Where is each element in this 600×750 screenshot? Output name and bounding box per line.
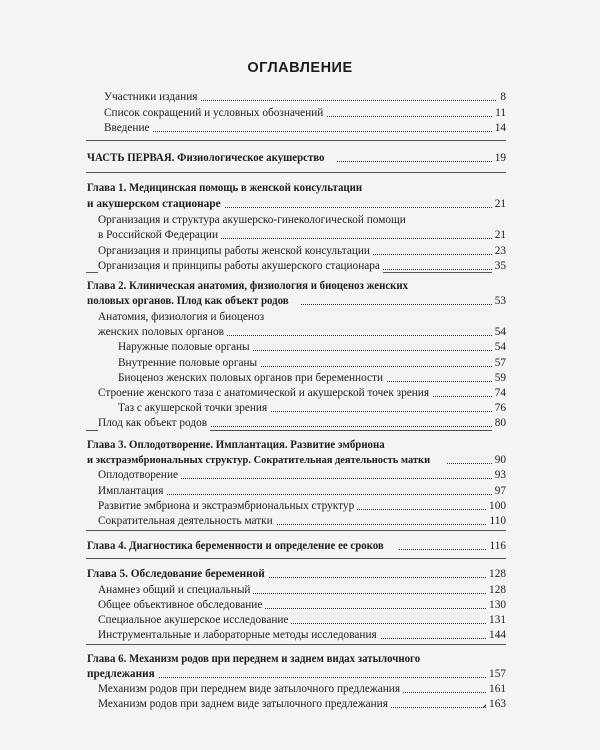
toc-entry-biocenosis[interactable]: Биоценоз женских половых органов при беременности 59 (118, 372, 506, 384)
divider (86, 644, 506, 645)
toc-entry-chapter-3[interactable]: и экстраэмбриональных структур. Сократительная деятельность матки 90 (87, 454, 506, 466)
chapter-2-title-line1[interactable]: Глава 2. Клиническая анатомия, физиология и биоценоз женских (0, 278, 600, 294)
toc-entry-organization-line1[interactable]: Организация и структура акушерско-гинекологической помощи (0, 212, 600, 228)
toc-entry-pelvis-structure[interactable]: Строение женского таза с анатомической и акушерской точек зрения 74 (98, 387, 506, 399)
toc-entry-participants[interactable]: Участники издания 8 (104, 91, 506, 103)
divider (86, 172, 506, 173)
toc-entry-internal-organs[interactable]: Внутренние половые органы 57 (118, 357, 506, 369)
toc-entry-chapter-2[interactable]: половых органов. Плод как объект родов 53 (87, 295, 506, 307)
toc-entry-pelvis-obstetric[interactable]: Таз с акушерской точки зрения 76 (118, 402, 506, 414)
toc-entry-anatomy[interactable]: женских половых органов 54 (98, 326, 506, 338)
toc-entry-chapter-6[interactable]: предлежания 157 (87, 668, 506, 680)
divider (86, 530, 506, 531)
toc-entry-embryo[interactable]: Развитие эмбриона и экстраэмбриональных структур 100 (98, 500, 506, 512)
toc-entry-anterior-occiput[interactable]: Механизм родов при переднем виде затылочного предлежания 161 (98, 683, 506, 695)
toc-entry-fetus[interactable]: Плод как объект родов 80 (98, 417, 506, 429)
toc-entry-anatomy-line1[interactable]: Анатомия, физиология и биоценоз (0, 309, 600, 325)
toc-entry-general-exam[interactable]: Общее объективное обследование 130 (98, 599, 506, 611)
toc-entry-contractility[interactable]: Сократительная деятельность матки 110 (98, 515, 506, 527)
toc-entry-chapter-5[interactable]: Глава 5. Обследование беременной 128 (87, 568, 506, 580)
toc-entry-part-one[interactable]: ЧАСТЬ ПЕРВАЯ. Физиологическое акушерство 19 (87, 152, 506, 164)
toc-entry-anamnesis[interactable]: Анамнез общий и специальный 128 (98, 584, 506, 596)
toc-entry-external-organs[interactable]: Наружные половые органы 54 (118, 341, 506, 353)
toc-entry-instrumental-methods[interactable]: Инструментальные и лабораторные методы исследования 144 (98, 629, 506, 641)
toc-entry-obstetric-exam[interactable]: Специальное акушерское исследование 131 (98, 614, 506, 626)
divider (86, 558, 506, 559)
divider (86, 140, 506, 141)
toc-entry-posterior-occiput[interactable]: Механизм родов при заднем виде затылочного предлежания 163 (98, 698, 506, 710)
chapter-3-title-line1[interactable]: Глава 3. Оплодотворение. Имплантация. Развитие эмбриона (0, 437, 600, 453)
toc-entry-chapter-4[interactable]: Глава 4. Диагностика беременности и определение ее сроков 116 (87, 540, 506, 552)
toc-entry-organization[interactable]: в Российской Федерации 21 (98, 229, 506, 241)
chapter-6-title-line1[interactable]: Глава 6. Механизм родов при переднем и заднем видах затылочного (0, 651, 600, 667)
toc-entry-implantation[interactable]: Имплантация 97 (98, 485, 506, 497)
toc-entry-obstetric-hospital[interactable]: Организация и принципы работы акушерского стационара 35 (98, 260, 506, 272)
toc-entry-introduction[interactable]: Введение 14 (104, 122, 506, 134)
toc-entry-chapter-1[interactable]: и акушерском стационаре 21 (87, 198, 506, 210)
page-title: ОГЛАВЛЕНИЕ (247, 60, 353, 76)
toc-entry-womens-clinic[interactable]: Организация и принципы работы женской консультации 23 (98, 245, 506, 257)
toc-entry-abbreviations[interactable]: Список сокращений и условных обозначений 11 (104, 107, 506, 119)
chapter-1-title-line1[interactable]: Глава 1. Медицинская помощь в женской консультации (0, 180, 600, 196)
toc-entry-fertilization[interactable]: Оплодотворение 93 (98, 469, 506, 481)
